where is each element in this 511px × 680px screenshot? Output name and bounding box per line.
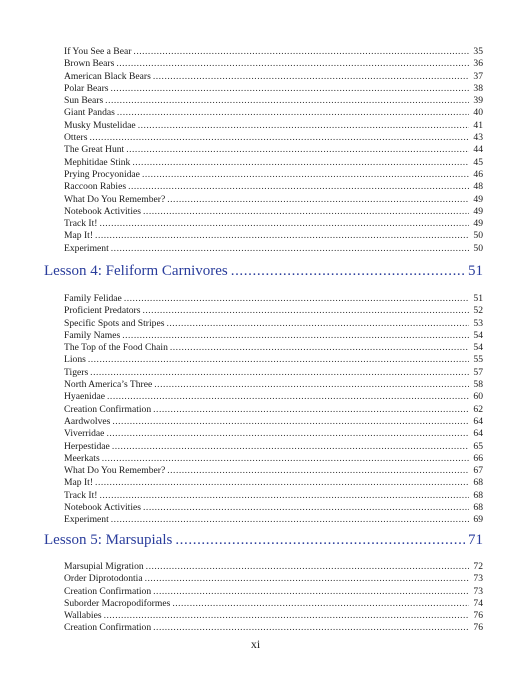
dot-leader xyxy=(146,561,469,573)
toc-entry-page: 68 xyxy=(473,502,483,514)
toc-entry xyxy=(64,490,483,502)
dot-leader xyxy=(138,120,469,132)
toc-entry-title: Map It! xyxy=(64,230,94,242)
toc-entry xyxy=(64,107,483,119)
toc-entry xyxy=(64,243,483,255)
toc-entry xyxy=(64,95,483,107)
toc-entry xyxy=(64,610,483,622)
dot-leader xyxy=(90,367,469,379)
toc-entry-title: Viverridae xyxy=(64,428,105,440)
toc-entry xyxy=(64,194,483,206)
dot-leader xyxy=(133,46,469,58)
toc-entry-title: Marsupial Migration xyxy=(64,561,144,572)
dot-leader xyxy=(132,157,469,169)
dot-leader xyxy=(126,144,469,156)
toc-entry-page: 67 xyxy=(473,465,483,477)
toc-entry-title: Tigers xyxy=(64,366,89,378)
toc-entry-title: Sun Bears xyxy=(64,95,104,107)
dot-leader xyxy=(106,428,469,440)
toc-entry-page: 35 xyxy=(473,46,483,57)
toc-entry-title: Mephitidae Stink xyxy=(64,156,131,168)
toc-entry-page: 64 xyxy=(473,415,483,427)
lesson-page: 71 xyxy=(468,532,483,548)
dot-leader xyxy=(142,169,469,181)
toc-entry xyxy=(64,502,483,514)
toc-entry-page: 73 xyxy=(473,573,483,585)
toc-section-bears xyxy=(64,46,483,255)
toc-entry-title: Specific Spots and Stripes xyxy=(64,317,165,329)
toc-entry-page: 51 xyxy=(473,293,483,304)
toc-entry-title: Order Diprotodontia xyxy=(64,573,143,585)
lesson-page: 51 xyxy=(468,263,483,279)
dot-leader xyxy=(112,416,469,428)
dot-leader xyxy=(167,465,469,477)
dot-leader xyxy=(143,206,469,218)
toc-entry xyxy=(64,318,483,330)
toc-entry-page: 45 xyxy=(473,156,483,168)
dot-leader xyxy=(154,379,469,391)
dot-leader xyxy=(175,532,465,549)
toc-section-lesson-5 xyxy=(64,561,483,635)
toc-entry-title: Hyaenidae xyxy=(64,391,106,403)
toc-entry-title: Track It! xyxy=(64,489,98,501)
toc-entry xyxy=(64,342,483,354)
toc-entry-page: 49 xyxy=(473,205,483,217)
toc-entry-page: 76 xyxy=(473,610,483,622)
toc-entry xyxy=(64,586,483,598)
toc-entry xyxy=(64,622,483,634)
toc-entry xyxy=(64,83,483,95)
dot-leader xyxy=(166,318,469,330)
toc-entry-title: Family Names xyxy=(64,329,121,341)
toc-entry-title: The Great Hunt xyxy=(64,144,125,156)
toc-entry-title: Creation Confirmation xyxy=(64,585,152,597)
toc-entry-title: Prying Procyonidae xyxy=(64,168,140,180)
toc-entry-title: Experiment xyxy=(64,242,109,254)
dot-leader xyxy=(170,342,469,354)
dot-leader xyxy=(128,181,469,193)
lesson-heading-4[interactable] xyxy=(44,263,483,280)
toc-entry xyxy=(64,132,483,144)
toc-entry xyxy=(64,465,483,477)
toc-entry xyxy=(64,120,483,132)
toc-entry xyxy=(64,305,483,317)
dot-leader xyxy=(89,132,469,144)
toc-entry xyxy=(64,181,483,193)
toc-entry xyxy=(64,218,483,230)
dot-leader xyxy=(153,586,469,598)
dot-leader xyxy=(153,622,469,634)
dot-leader xyxy=(172,598,469,610)
toc-entry-title: Map It! xyxy=(64,477,94,489)
toc-entry xyxy=(64,477,483,489)
toc-entry xyxy=(64,230,483,242)
page-number: xi xyxy=(250,637,261,651)
toc-entry xyxy=(64,330,483,342)
toc-entry xyxy=(64,598,483,610)
toc-entry-page: 36 xyxy=(473,58,483,70)
toc-section-lesson-4 xyxy=(64,293,483,527)
dot-leader xyxy=(111,514,469,526)
toc-entry-title: Suborder Macropodiformes xyxy=(64,597,171,609)
toc-entry-page: 76 xyxy=(473,622,483,634)
toc-entry-title: Wallabies xyxy=(64,610,102,622)
toc-entry-title: If You See a Bear xyxy=(64,46,132,57)
toc-entry-page: 52 xyxy=(473,305,483,317)
toc-entry-page: 54 xyxy=(473,329,483,341)
dot-leader xyxy=(95,477,469,489)
toc-entry-title: Herpestidae xyxy=(64,440,110,452)
toc-entry-title: Family Felidae xyxy=(64,293,122,304)
toc-entry xyxy=(64,58,483,70)
toc-entry-page: 46 xyxy=(473,168,483,180)
toc-entry-page: 50 xyxy=(473,230,483,242)
toc-entry-page: 53 xyxy=(473,317,483,329)
toc-entry-page: 38 xyxy=(473,82,483,94)
toc-entry xyxy=(64,573,483,585)
toc-entry-title: Experiment xyxy=(64,514,109,526)
toc-entry-page: 50 xyxy=(473,242,483,254)
lesson-title: Lesson 4: Feliform Carnivores xyxy=(44,263,228,279)
toc-entry-title: Notebook Activities xyxy=(64,502,142,514)
toc-entry xyxy=(64,293,483,305)
dot-leader xyxy=(124,293,469,305)
toc-entry-page: 62 xyxy=(473,403,483,415)
toc-entry-title: American Black Bears xyxy=(64,70,151,82)
dot-leader xyxy=(99,218,469,230)
toc-entry xyxy=(64,379,483,391)
toc-entry-page: 57 xyxy=(473,366,483,378)
toc-entry-title: Proficient Predators xyxy=(64,305,141,317)
dot-leader xyxy=(153,71,469,83)
toc-entry-page: 68 xyxy=(473,477,483,489)
toc-entry-title: Creation Confirmation xyxy=(64,622,152,634)
dot-leader xyxy=(117,107,469,119)
toc-entry xyxy=(64,206,483,218)
toc-entry xyxy=(64,404,483,416)
dot-leader xyxy=(112,441,469,453)
toc-entry-title: Creation Confirmation xyxy=(64,403,152,415)
toc-entry-page: 72 xyxy=(473,561,483,572)
toc-entry-page: 64 xyxy=(473,428,483,440)
dot-leader xyxy=(116,58,469,70)
toc-entry-title: The Top of the Food Chain xyxy=(64,342,168,354)
toc-entry-page: 48 xyxy=(473,181,483,193)
toc-entry xyxy=(64,514,483,526)
toc-entry xyxy=(64,441,483,453)
toc-entry-page: 54 xyxy=(473,342,483,354)
toc-entry xyxy=(64,367,483,379)
toc-entry xyxy=(64,144,483,156)
toc-entry-title: Aardwolves xyxy=(64,415,111,427)
dot-leader xyxy=(231,263,465,280)
dot-leader xyxy=(145,573,469,585)
dot-leader xyxy=(102,453,469,465)
toc-entry-title: North America’s Three xyxy=(64,379,153,391)
toc-entry-title: Otters xyxy=(64,132,88,144)
toc-entry-page: 60 xyxy=(473,391,483,403)
dot-leader xyxy=(88,354,469,366)
toc-entry-title: Raccoon Rabies xyxy=(64,181,127,193)
toc-entry-title: What Do You Remember? xyxy=(64,465,166,477)
dot-leader xyxy=(104,610,469,622)
lesson-heading-5[interactable] xyxy=(44,532,483,549)
dot-leader xyxy=(143,502,469,514)
toc-entry-page: 49 xyxy=(473,193,483,205)
dot-leader xyxy=(142,305,469,317)
toc-entry-page: 65 xyxy=(473,440,483,452)
toc-entry xyxy=(64,46,483,58)
toc-entry-page: 73 xyxy=(473,585,483,597)
toc-entry-page: 41 xyxy=(473,119,483,131)
dot-leader xyxy=(95,230,469,242)
toc-entry xyxy=(64,71,483,83)
toc-entry xyxy=(64,453,483,465)
toc-entry-title: Lions xyxy=(64,354,86,366)
toc-entry xyxy=(64,416,483,428)
toc-entry-title: Brown Bears xyxy=(64,58,115,70)
toc-entry-page: 74 xyxy=(473,597,483,609)
lesson-title: Lesson 5: Marsupials xyxy=(44,532,173,548)
toc-entry-page: 40 xyxy=(473,107,483,119)
toc-entry-page: 66 xyxy=(473,452,483,464)
toc-entry xyxy=(64,561,483,573)
dot-leader xyxy=(167,194,469,206)
toc-entry-page: 39 xyxy=(473,95,483,107)
toc-entry-page: 69 xyxy=(473,514,483,526)
dot-leader xyxy=(99,490,469,502)
toc-entry-page: 58 xyxy=(473,379,483,391)
toc-entry-page: 44 xyxy=(473,144,483,156)
toc-entry-page: 37 xyxy=(473,70,483,82)
toc-entry-title: Polar Bears xyxy=(64,82,109,94)
toc-entry-page: 43 xyxy=(473,132,483,144)
dot-leader xyxy=(107,391,469,403)
toc-entry-page: 49 xyxy=(473,218,483,230)
dot-leader xyxy=(111,83,470,95)
toc-entry-title: Giant Pandas xyxy=(64,107,115,119)
toc-entry-page: 68 xyxy=(473,489,483,501)
toc-entry-title: Notebook Activities xyxy=(64,205,142,217)
toc-entry-page: 55 xyxy=(473,354,483,366)
toc-entry xyxy=(64,157,483,169)
toc-entry-title: Musky Mustelidae xyxy=(64,119,136,131)
dot-leader xyxy=(153,404,469,416)
dot-leader xyxy=(111,243,469,255)
toc-entry xyxy=(64,391,483,403)
toc-entry xyxy=(64,428,483,440)
toc-entry-title: What Do You Remember? xyxy=(64,193,166,205)
toc-entry-title: Meerkats xyxy=(64,452,100,464)
toc-entry xyxy=(64,354,483,366)
dot-leader xyxy=(105,95,469,107)
toc-entry-title: Track It! xyxy=(64,218,98,230)
toc-entry xyxy=(64,169,483,181)
dot-leader xyxy=(122,330,469,342)
